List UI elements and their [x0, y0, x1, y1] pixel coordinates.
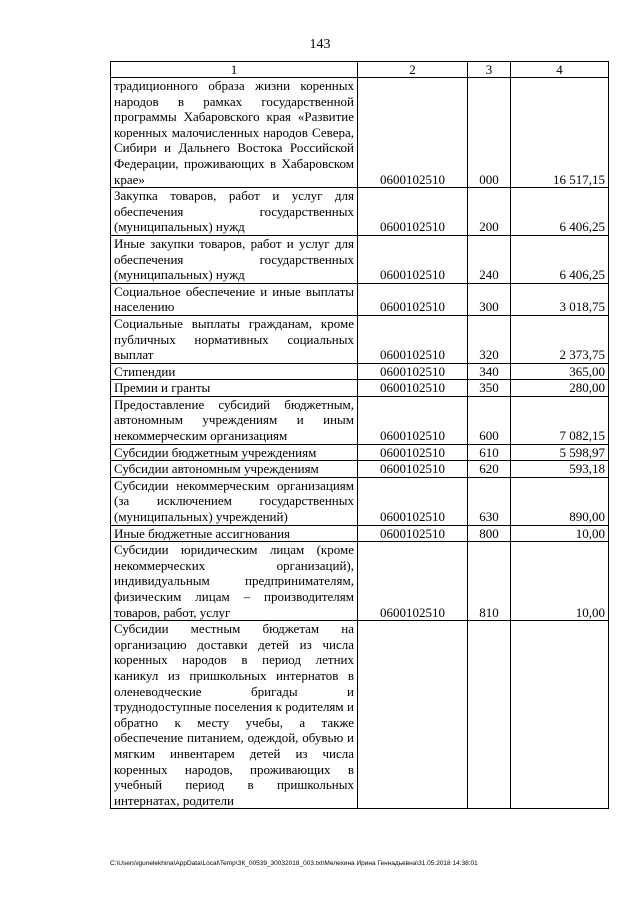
row-name: Предоставление субсидий бюджетным, автономным учреждениям и иным некоммерческим организациям — [111, 396, 358, 444]
row-type: 350 — [468, 380, 511, 397]
row-amount: 365,00 — [511, 363, 609, 380]
row-type: 630 — [468, 477, 511, 525]
row-name: Субсидии юридическим лицам (кроме некоммерческих организаций), индивидуальным предпринимателям, физическим лицам – производителям товаров, работ, услуг — [111, 542, 358, 621]
column-header: 4 — [511, 62, 609, 78]
row-code: 0600102510 — [358, 283, 468, 315]
row-code: 0600102510 — [358, 396, 468, 444]
row-amount: 6 406,25 — [511, 188, 609, 236]
table-row — [111, 621, 609, 809]
table-header-row — [111, 62, 609, 78]
row-amount: 6 406,25 — [511, 235, 609, 283]
budget-table — [110, 61, 609, 809]
table-row — [111, 477, 609, 525]
table-row — [111, 188, 609, 236]
row-type: 300 — [468, 283, 511, 315]
table-row — [111, 396, 609, 444]
row-type: 240 — [468, 235, 511, 283]
table-row — [111, 315, 609, 363]
file-path-footer: C:\Users\igunelekhina\AppData\Local\Temp\ЗК_00539_30032018_003.txt\Мелехина Ирина Геннадьевна\31.05.2018 14:38:01 — [110, 860, 478, 867]
row-name: традиционного образа жизни коренных народов в рамках государственной программы Хабаровского края «Развитие коренных малочисленных народов Севера, Сибири и Дальнего Востока Российской Федерации, проживающих в Хабаровском крае» — [111, 78, 358, 188]
column-header: 3 — [468, 62, 511, 78]
row-name: Премии и гранты — [111, 380, 358, 397]
row-type: 340 — [468, 363, 511, 380]
page-number: 143 — [309, 37, 331, 52]
row-amount: 5 598,97 — [511, 444, 609, 461]
table-row — [111, 444, 609, 461]
row-code: 0600102510 — [358, 78, 468, 188]
row-type: 600 — [468, 396, 511, 444]
row-name: Иные закупки товаров, работ и услуг для обеспечения государственных (муниципальных) нужд — [111, 235, 358, 283]
row-amount: 7 082,15 — [511, 396, 609, 444]
row-amount — [511, 621, 609, 809]
table-row — [111, 525, 609, 542]
row-code: 0600102510 — [358, 315, 468, 363]
row-type: 800 — [468, 525, 511, 542]
row-amount: 10,00 — [511, 542, 609, 621]
row-code: 0600102510 — [358, 363, 468, 380]
row-amount: 593,18 — [511, 461, 609, 478]
row-amount: 16 517,15 — [511, 78, 609, 188]
row-code: 0600102510 — [358, 235, 468, 283]
column-header: 2 — [358, 62, 468, 78]
row-type — [468, 621, 511, 809]
row-code: 0600102510 — [358, 380, 468, 397]
row-code: 0600102510 — [358, 542, 468, 621]
row-code: 0600102510 — [358, 461, 468, 478]
row-code: 0600102510 — [358, 188, 468, 236]
row-name: Стипендии — [111, 363, 358, 380]
row-name: Субсидии бюджетным учреждениям — [111, 444, 358, 461]
table-row — [111, 380, 609, 397]
row-code: 0600102510 — [358, 525, 468, 542]
row-name: Субсидии автономным учреждениям — [111, 461, 358, 478]
row-type: 000 — [468, 78, 511, 188]
row-name: Иные бюджетные ассигнования — [111, 525, 358, 542]
table-row — [111, 461, 609, 478]
column-header: 1 — [111, 62, 358, 78]
table-row — [111, 283, 609, 315]
table-row — [111, 235, 609, 283]
row-amount: 10,00 — [511, 525, 609, 542]
row-code: 0600102510 — [358, 477, 468, 525]
table-row — [111, 78, 609, 188]
row-name: Социальное обеспечение и иные выплаты населению — [111, 283, 358, 315]
table-row — [111, 363, 609, 380]
row-name: Социальные выплаты гражданам, кроме публичных нормативных социальных выплат — [111, 315, 358, 363]
row-type: 200 — [468, 188, 511, 236]
row-name: Субсидии некоммерческим организациям (за исключением государственных (муниципальных) учреждений) — [111, 477, 358, 525]
row-type: 620 — [468, 461, 511, 478]
row-type: 610 — [468, 444, 511, 461]
table-row — [111, 542, 609, 621]
row-name: Субсидии местным бюджетам на организацию доставки детей из числа коренных народов в период летних каникул из пришкольных интернатов в оленеводческие бригады и труднодоступные поселения к родителям и обратно к месту учебы, а также обеспечение питанием, одеждой, обувью и мягким инвентарем детей из числа коренных народов, проживающих в учебный период в пришкольных интернатах, родители — [111, 621, 358, 809]
row-code — [358, 621, 468, 809]
row-code: 0600102510 — [358, 444, 468, 461]
row-type: 810 — [468, 542, 511, 621]
row-amount: 2 373,75 — [511, 315, 609, 363]
row-type: 320 — [468, 315, 511, 363]
row-amount: 3 018,75 — [511, 283, 609, 315]
row-name: Закупка товаров, работ и услуг для обеспечения государственных (муниципальных) нужд — [111, 188, 358, 236]
row-amount: 280,00 — [511, 380, 609, 397]
row-amount: 890,00 — [511, 477, 609, 525]
